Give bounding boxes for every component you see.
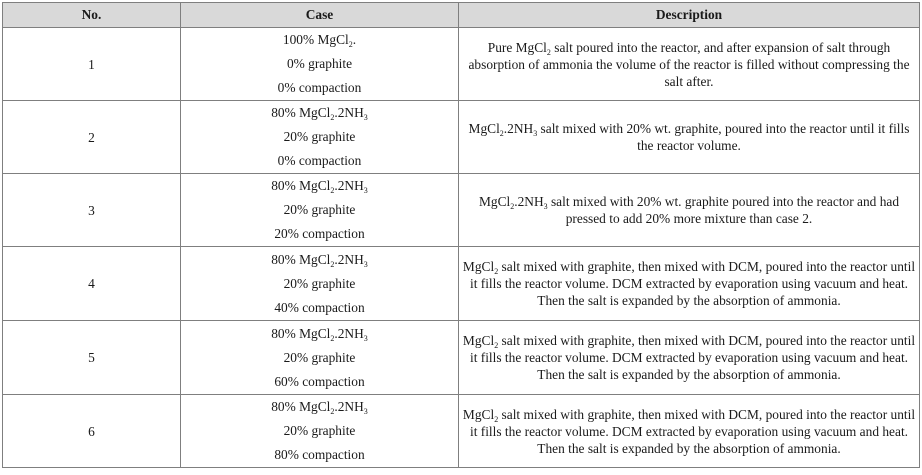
graphite-fraction: 20% graphite bbox=[283, 423, 356, 438]
case-cell bbox=[181, 174, 459, 247]
case-cell bbox=[181, 28, 459, 101]
row-number: 5 bbox=[3, 321, 181, 395]
compaction-level: 60% compaction bbox=[274, 373, 365, 389]
salt-composition: 80% $MgCl_2.2NH_3$ bbox=[271, 251, 368, 269]
header-no: No. bbox=[3, 3, 181, 28]
description-cell: $MgCl_2.2NH_3$ salt mixed with 20% wt. graphite, poured into the reactor until it fills the reactor volume. bbox=[459, 101, 920, 174]
salt-composition: 80% $MgCl_2.2NH_3$ bbox=[271, 399, 368, 416]
description-cell: MgCl$_2$ salt mixed with graphite, then mixed with DCM, poured into the reactor until it fills the reactor volume. DCM extracted by evaporation using vacuum and heat. Then the salt is expanded by the absorption of ammonia. bbox=[459, 321, 920, 395]
compaction-level: 0% compaction bbox=[277, 153, 362, 168]
row-number: 6 bbox=[3, 395, 181, 468]
table-row bbox=[3, 395, 920, 468]
header-case: Case bbox=[181, 3, 459, 28]
compaction-level: 40% compaction bbox=[274, 299, 365, 315]
case-cell bbox=[181, 101, 459, 174]
graphite-fraction: 20% graphite bbox=[283, 129, 356, 144]
graphite-fraction: 20% graphite bbox=[283, 349, 356, 365]
header-description: Description bbox=[459, 3, 920, 28]
description-cell: Pure MgCl$_2$ salt poured into the reactor, and after expansion of salt through absorption of ammonia the volume of the reactor is filled without compressing the salt after. bbox=[459, 28, 920, 101]
row-number: 1 bbox=[3, 28, 181, 101]
salt-composition: 80% $MgCl_2.2NH_3$ bbox=[271, 178, 368, 195]
case-cell bbox=[181, 247, 459, 321]
row-number: 4 bbox=[3, 247, 181, 321]
cases-table bbox=[2, 2, 920, 468]
salt-composition: 100% MgCl$_2$. bbox=[282, 32, 357, 49]
salt-composition: 80% $MgCl_2.2NH_3$ bbox=[271, 105, 368, 122]
case-cell bbox=[181, 395, 459, 468]
salt-composition: 80% $MgCl_2.2NH_3$ bbox=[271, 325, 368, 343]
table-row bbox=[3, 321, 920, 395]
graphite-fraction: 20% graphite bbox=[283, 202, 356, 217]
case-cell bbox=[181, 321, 459, 395]
table-row bbox=[3, 247, 920, 321]
compaction-level: 20% compaction bbox=[274, 226, 365, 241]
table-row bbox=[3, 174, 920, 247]
graphite-fraction: 0% graphite bbox=[286, 56, 353, 71]
row-number: 3 bbox=[3, 174, 181, 247]
row-number: 2 bbox=[3, 101, 181, 174]
table-row bbox=[3, 28, 920, 101]
description-cell: MgCl$_2$ salt mixed with graphite, then mixed with DCM, poured into the reactor until it fills the reactor volume. DCM extracted by evaporation using vacuum and heat. Then the salt is expanded by the absorption of ammonia. bbox=[459, 247, 920, 321]
header-row bbox=[3, 3, 920, 28]
graphite-fraction: 20% graphite bbox=[283, 275, 356, 291]
description-cell: $MgCl_2.2NH_3$ salt mixed with 20% wt. graphite poured into the reactor and had pressed to add 20% more mixture than case 2. bbox=[459, 174, 920, 247]
description-cell: MgCl$_2$ salt mixed with graphite, then mixed with DCM, poured into the reactor until it fills the reactor volume. DCM extracted by evaporation using vacuum and heat. Then the salt is expanded by the absorption of ammonia. bbox=[459, 395, 920, 468]
compaction-level: 0% compaction bbox=[277, 80, 362, 95]
table-row bbox=[3, 101, 920, 174]
compaction-level: 80% compaction bbox=[274, 447, 365, 462]
